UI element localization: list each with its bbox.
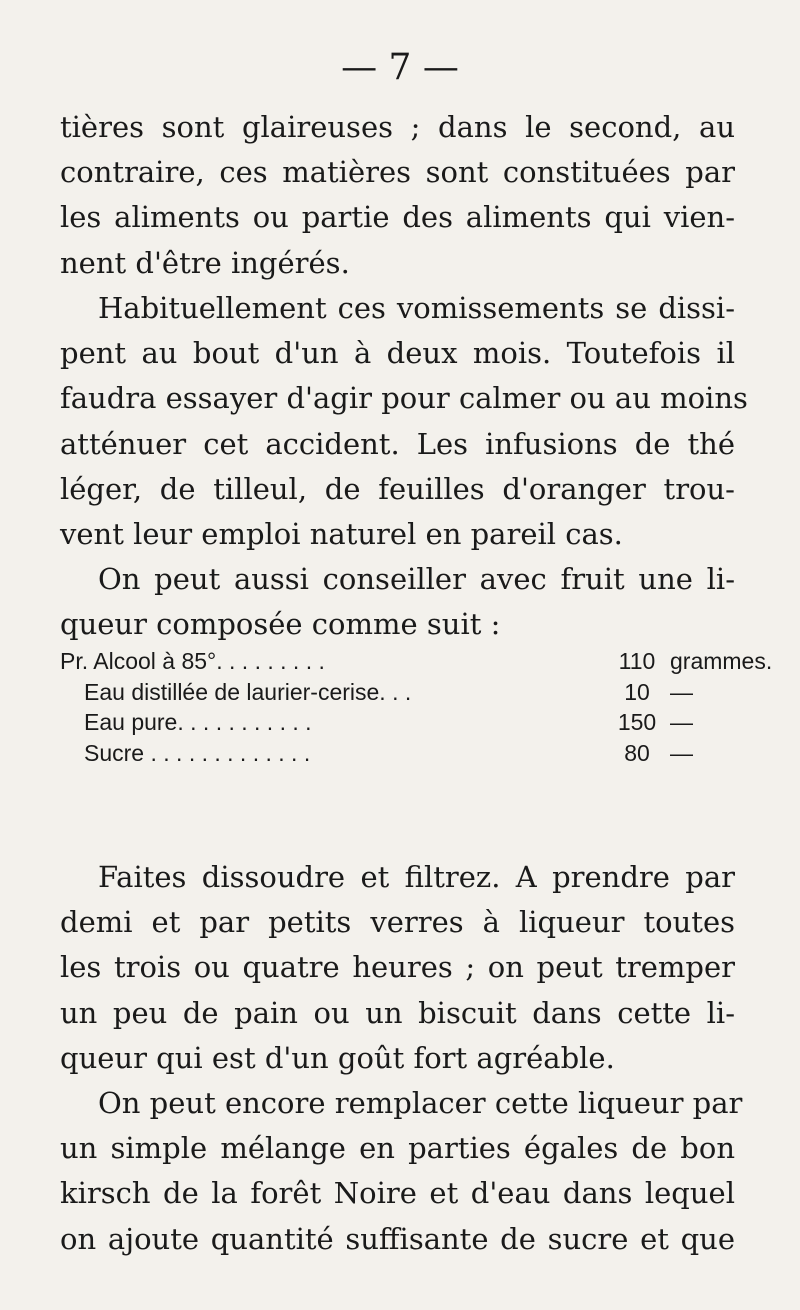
- recipe-row: [60, 740, 740, 771]
- text-line: un simple mélange en parties égales de bon: [60, 1131, 735, 1166]
- text-line: Faites dissoudre et filtrez. A prendre par: [98, 860, 735, 894]
- text-line: demi et par petits verres à liqueur toutes: [60, 905, 735, 940]
- text-line: contraire, ces matières sont constituées par: [60, 155, 735, 190]
- ingredient-quantity: 80: [624, 739, 650, 766]
- ingredient-quantity: 110: [618, 648, 656, 674]
- paragraph-4: [60, 855, 735, 1081]
- recipe-row: [60, 648, 773, 679]
- page-number: — 7 —: [341, 47, 459, 88]
- text-line: On peut aussi conseiller avec fruit une li-: [98, 562, 735, 596]
- paragraph-2: [60, 286, 748, 557]
- ingredient-unit: —: [670, 739, 693, 766]
- text-line: léger, de tilleul, de feuilles d'oranger trou-: [60, 471, 735, 506]
- text-line: on ajoute quantité suffisante de sucre et que: [60, 1221, 735, 1256]
- text-line: kirsch de la forêt Noire et d'eau dans lequel: [60, 1176, 735, 1211]
- recipe-table: [60, 648, 773, 770]
- paragraph-3: [60, 557, 735, 647]
- text-line: vent leur emploi naturel en pareil cas.: [60, 517, 623, 552]
- ingredient-name: Pr. Alcool à 85°. . . . . . . . .: [60, 648, 325, 674]
- text-line: un peu de pain ou un biscuit dans cette li-: [60, 995, 735, 1030]
- paragraph-1: [60, 105, 735, 286]
- ingredient-unit: grammes.: [670, 648, 773, 674]
- ingredient-name: Eau distillée de laurier-cerise. . .: [84, 678, 412, 705]
- text-line: les trois ou quatre heures ; on peut tremper: [60, 950, 735, 985]
- text-line: les aliments ou partie des aliments qui vien-: [60, 200, 735, 235]
- text-line: pent au bout d'un à deux mois. Toutefois il: [60, 336, 735, 371]
- ingredient-name: Eau pure. . . . . . . . . . .: [84, 709, 312, 735]
- text-line: nent d'être ingérés.: [60, 245, 350, 280]
- text-line: On peut encore remplacer cette liqueur par: [98, 1086, 743, 1120]
- text-line: queur qui est d'un goût fort agréable.: [60, 1040, 615, 1075]
- ingredient-unit: —: [670, 709, 693, 735]
- text-line: Habituellement ces vomissements se dissi-: [98, 291, 735, 325]
- text-line: tières sont glaireuses ; dans le second, au: [60, 110, 735, 144]
- ingredient-unit: —: [670, 678, 693, 705]
- ingredient-quantity: 10: [624, 678, 650, 705]
- recipe-row: [60, 709, 740, 740]
- recipe-row: [60, 679, 740, 710]
- text-line: faudra essayer d'agir pour calmer ou au moins: [60, 381, 748, 416]
- ingredient-quantity: 150: [617, 709, 657, 735]
- text-line: atténuer cet accident. Les infusions de thé: [60, 426, 735, 461]
- ingredient-name: Sucre . . . . . . . . . . . . .: [84, 739, 311, 766]
- paragraph-5: [60, 1081, 743, 1262]
- text-line: queur composée comme suit :: [60, 607, 501, 642]
